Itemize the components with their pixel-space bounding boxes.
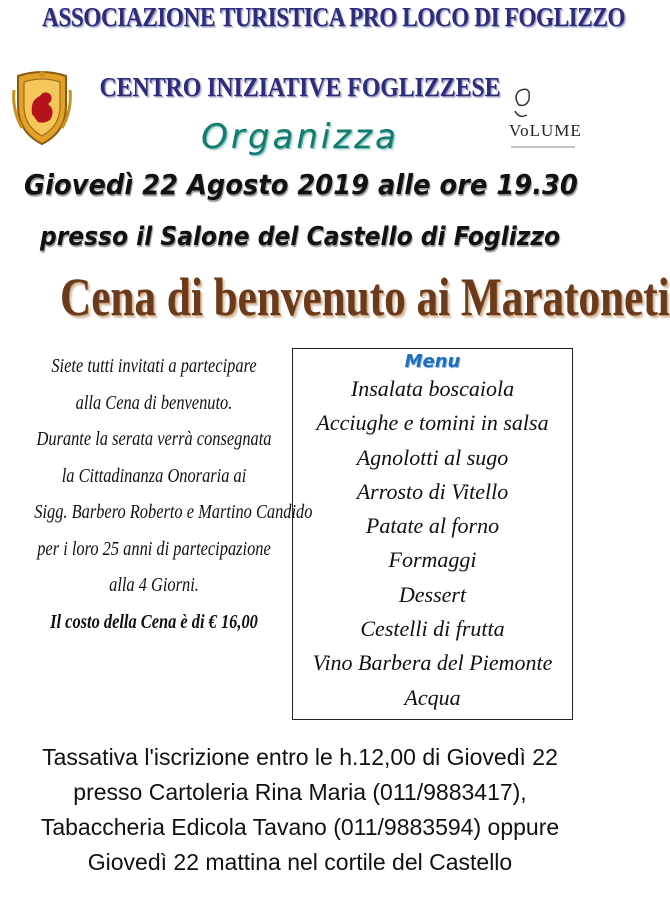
menu-item: Patate al forno bbox=[365, 513, 500, 539]
event-date-time: Giovedì 22 Agosto 2019 alle ore 19.30 bbox=[24, 168, 578, 201]
registration-info bbox=[0, 740, 600, 880]
menu-box bbox=[292, 348, 573, 720]
menu-item: Acqua bbox=[404, 684, 461, 710]
menu-title: Menu bbox=[404, 351, 461, 372]
organizza-heading: Organizza bbox=[201, 117, 399, 157]
menu-item: Cestelli di frutta bbox=[360, 616, 505, 642]
centro-title: CENTRO INIZIATIVE FOGLIZZESE bbox=[99, 72, 501, 102]
menu-item: Dessert bbox=[398, 581, 467, 607]
registration-line: Tassativa l'iscrizione entro le h.12,00 di Giovedì 22 bbox=[42, 744, 558, 770]
invite-cost: Il costo della Cena è di € 16,00 bbox=[50, 610, 258, 633]
registration-line: presso Cartoleria Rina Maria (011/9883417), bbox=[73, 779, 527, 805]
invite-line: Siete tutti invitati a partecipare bbox=[51, 355, 257, 377]
invite-line: Durante la serata verrà consegnata bbox=[36, 428, 272, 450]
menu-item: Insalata boscaiola bbox=[350, 376, 515, 401]
invite-line: per i loro 25 anni di partecipazione bbox=[37, 537, 271, 560]
volume-logo-text: VoLUME bbox=[509, 121, 582, 140]
invite-line: alla 4 Giorni. bbox=[109, 574, 199, 596]
menu-item: Vino Barbera del Piemonte bbox=[312, 650, 553, 676]
registration-line: Giovedì 22 mattina nel cortile del Castello bbox=[87, 849, 513, 875]
invite-line: la Cittadinanza Onoraria ai bbox=[61, 464, 247, 487]
menu-item: Arrosto di Vitello bbox=[356, 478, 509, 504]
invite-text bbox=[8, 348, 313, 640]
event-title: Cena di benvenuto ai Maratoneti bbox=[60, 267, 670, 327]
invite-line: Sigg. Barbero Roberto e Martino Candido bbox=[34, 501, 313, 523]
menu-item: Agnolotti al sugo bbox=[356, 444, 509, 470]
menu-item: Formaggi bbox=[388, 547, 477, 573]
invite-line: alla Cena di benvenuto. bbox=[75, 391, 233, 414]
menu-item: Acciughe e tomini in salsa bbox=[316, 410, 549, 436]
association-title: ASSOCIAZIONE TURISTICA PRO LOCO DI FOGLIZZO bbox=[42, 2, 626, 32]
registration-line: Tabaccheria Edicola Tavano (011/9883594) oppure bbox=[40, 814, 560, 840]
event-place: presso il Salone del Castello di Foglizzo bbox=[39, 222, 561, 252]
